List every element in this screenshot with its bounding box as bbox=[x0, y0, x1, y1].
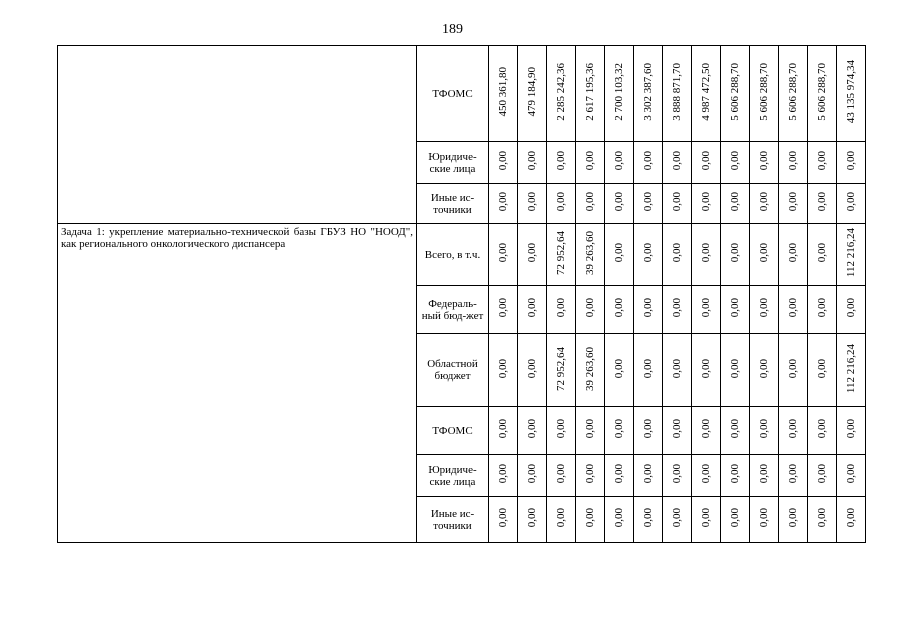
value-text: 0,00 bbox=[729, 419, 741, 439]
value-cell bbox=[576, 142, 605, 184]
funding-source-cell bbox=[417, 497, 489, 543]
value-cell bbox=[779, 184, 808, 224]
value-cell bbox=[750, 455, 779, 497]
funding-source-label: ТФОМС bbox=[432, 424, 473, 437]
value-text: 0,00 bbox=[555, 508, 567, 528]
value-text: 0,00 bbox=[758, 508, 770, 528]
value-cell bbox=[663, 184, 692, 224]
value-text: 0,00 bbox=[845, 151, 857, 171]
value-text: 43 135 974,34 bbox=[845, 60, 857, 124]
value-cell bbox=[547, 184, 576, 224]
budget-table bbox=[57, 45, 866, 543]
value-text: 0,00 bbox=[845, 464, 857, 484]
funding-source-cell bbox=[417, 455, 489, 497]
value-cell bbox=[750, 224, 779, 286]
value-text: 0,00 bbox=[787, 192, 799, 212]
value-cell bbox=[605, 142, 634, 184]
value-cell bbox=[750, 184, 779, 224]
value-cell bbox=[750, 142, 779, 184]
value-cell bbox=[721, 455, 750, 497]
value-cell bbox=[721, 334, 750, 407]
value-cell bbox=[489, 334, 518, 407]
value-cell bbox=[721, 184, 750, 224]
value-cell bbox=[750, 46, 779, 142]
value-text: 0,00 bbox=[584, 192, 596, 212]
value-text: 0,00 bbox=[729, 192, 741, 212]
value-text: 112 216,24 bbox=[845, 228, 857, 278]
value-cell bbox=[576, 334, 605, 407]
funding-source-label: Иные ис-точники bbox=[430, 191, 475, 216]
value-text: 39 263,60 bbox=[584, 346, 596, 391]
value-text: 0,00 bbox=[729, 464, 741, 484]
value-text: 0,00 bbox=[526, 464, 538, 484]
value-text: 0,00 bbox=[816, 151, 828, 171]
value-text: 0,00 bbox=[787, 151, 799, 171]
value-cell bbox=[692, 455, 721, 497]
value-cell bbox=[489, 455, 518, 497]
value-text: 0,00 bbox=[816, 464, 828, 484]
value-text: 0,00 bbox=[584, 419, 596, 439]
value-text: 0,00 bbox=[816, 358, 828, 379]
value-cell bbox=[489, 184, 518, 224]
value-text: 72 952,64 bbox=[555, 231, 567, 275]
value-cell bbox=[576, 224, 605, 286]
value-cell bbox=[779, 407, 808, 455]
value-text: 5 606 288,70 bbox=[729, 63, 741, 121]
value-text: 0,00 bbox=[816, 419, 828, 439]
value-cell bbox=[605, 184, 634, 224]
value-cell bbox=[547, 407, 576, 455]
value-text: 0,00 bbox=[584, 508, 596, 528]
value-cell bbox=[663, 497, 692, 543]
value-cell bbox=[808, 497, 837, 543]
value-cell bbox=[721, 46, 750, 142]
value-cell bbox=[721, 497, 750, 543]
value-text: 0,00 bbox=[787, 419, 799, 439]
value-cell bbox=[808, 455, 837, 497]
value-text: 0,00 bbox=[845, 192, 857, 212]
value-text: 450 361,80 bbox=[497, 67, 509, 117]
value-cell bbox=[605, 455, 634, 497]
value-cell bbox=[663, 455, 692, 497]
funding-source-cell bbox=[417, 286, 489, 334]
value-text: 0,00 bbox=[700, 192, 712, 212]
value-text: 0,00 bbox=[845, 298, 857, 318]
value-cell bbox=[489, 46, 518, 142]
value-text: 0,00 bbox=[613, 243, 625, 263]
value-text: 0,00 bbox=[526, 243, 538, 263]
value-cell bbox=[721, 407, 750, 455]
value-cell bbox=[663, 224, 692, 286]
value-cell bbox=[518, 184, 547, 224]
value-cell bbox=[692, 142, 721, 184]
value-cell bbox=[634, 334, 663, 407]
value-text: 0,00 bbox=[526, 508, 538, 528]
value-text: 0,00 bbox=[758, 298, 770, 318]
value-cell bbox=[750, 334, 779, 407]
value-text: 0,00 bbox=[497, 298, 509, 318]
value-text: 0,00 bbox=[555, 298, 567, 318]
value-cell bbox=[779, 455, 808, 497]
value-cell bbox=[518, 142, 547, 184]
value-cell bbox=[663, 407, 692, 455]
value-cell bbox=[547, 224, 576, 286]
value-cell bbox=[692, 224, 721, 286]
value-text: 0,00 bbox=[671, 298, 683, 318]
value-cell bbox=[605, 497, 634, 543]
value-text: 5 606 288,70 bbox=[816, 63, 828, 121]
value-text: 0,00 bbox=[526, 151, 538, 171]
value-cell bbox=[634, 407, 663, 455]
value-cell bbox=[547, 286, 576, 334]
value-cell bbox=[634, 286, 663, 334]
value-cell bbox=[808, 286, 837, 334]
value-text: 0,00 bbox=[758, 243, 770, 263]
value-cell bbox=[808, 46, 837, 142]
value-text: 0,00 bbox=[497, 192, 509, 212]
value-cell bbox=[721, 286, 750, 334]
value-cell bbox=[837, 142, 866, 184]
value-text: 39 263,60 bbox=[584, 231, 596, 275]
value-text: 0,00 bbox=[816, 508, 828, 528]
funding-source-label: Всего, в т.ч. bbox=[424, 248, 481, 261]
value-text: 0,00 bbox=[497, 358, 509, 379]
value-cell bbox=[663, 46, 692, 142]
value-text: 0,00 bbox=[671, 358, 683, 379]
value-cell bbox=[663, 334, 692, 407]
value-text: 0,00 bbox=[845, 508, 857, 528]
value-text: 0,00 bbox=[642, 508, 654, 528]
task-label: Задача 1: укрепление материально-технической базы ГБУЗ НО "НООД", как регионального онкологического диспансера bbox=[61, 226, 413, 250]
value-text: 0,00 bbox=[758, 192, 770, 212]
value-text: 0,00 bbox=[845, 419, 857, 439]
value-cell bbox=[692, 286, 721, 334]
value-text: 4 987 472,50 bbox=[700, 63, 712, 121]
value-cell bbox=[518, 286, 547, 334]
value-text: 0,00 bbox=[729, 243, 741, 263]
funding-source-label: ТФОМС bbox=[432, 87, 473, 100]
value-cell bbox=[576, 46, 605, 142]
value-cell bbox=[750, 286, 779, 334]
task-cell-empty bbox=[58, 46, 417, 224]
value-cell bbox=[808, 142, 837, 184]
value-text: 0,00 bbox=[613, 464, 625, 484]
value-cell bbox=[692, 184, 721, 224]
value-text: 0,00 bbox=[526, 358, 538, 379]
value-text: 0,00 bbox=[555, 192, 567, 212]
value-cell bbox=[634, 224, 663, 286]
value-cell bbox=[837, 407, 866, 455]
funding-source-label: Юридиче-ские лица bbox=[428, 463, 477, 488]
value-cell bbox=[721, 224, 750, 286]
value-text: 0,00 bbox=[787, 358, 799, 379]
value-text: 0,00 bbox=[526, 192, 538, 212]
value-text: 0,00 bbox=[671, 151, 683, 171]
value-cell bbox=[750, 407, 779, 455]
value-text: 0,00 bbox=[700, 358, 712, 379]
value-text: 5 606 288,70 bbox=[787, 63, 799, 121]
value-cell bbox=[547, 46, 576, 142]
value-text: 0,00 bbox=[758, 419, 770, 439]
value-text: 0,00 bbox=[613, 508, 625, 528]
value-cell bbox=[808, 184, 837, 224]
value-text: 0,00 bbox=[700, 243, 712, 263]
value-text: 0,00 bbox=[497, 419, 509, 439]
value-cell bbox=[605, 334, 634, 407]
funding-source-cell bbox=[417, 407, 489, 455]
value-cell bbox=[779, 497, 808, 543]
table-row bbox=[58, 46, 866, 142]
value-cell bbox=[547, 497, 576, 543]
value-text: 0,00 bbox=[758, 464, 770, 484]
value-text: 0,00 bbox=[613, 192, 625, 212]
value-cell bbox=[663, 142, 692, 184]
value-text: 0,00 bbox=[729, 508, 741, 528]
value-text: 0,00 bbox=[613, 358, 625, 379]
value-text: 0,00 bbox=[642, 298, 654, 318]
value-text: 0,00 bbox=[555, 419, 567, 439]
value-text: 3 888 871,70 bbox=[671, 63, 683, 121]
value-text: 0,00 bbox=[671, 243, 683, 263]
funding-source-label: Федераль-ный бюд-жет bbox=[421, 297, 484, 322]
funding-source-cell bbox=[417, 184, 489, 224]
value-cell bbox=[489, 142, 518, 184]
value-text: 0,00 bbox=[787, 508, 799, 528]
value-cell bbox=[634, 142, 663, 184]
funding-source-cell bbox=[417, 142, 489, 184]
value-text: 0,00 bbox=[729, 358, 741, 379]
value-cell bbox=[489, 224, 518, 286]
value-text: 112 216,24 bbox=[845, 343, 857, 394]
funding-source-cell bbox=[417, 224, 489, 286]
value-text: 0,00 bbox=[497, 508, 509, 528]
value-text: 0,00 bbox=[758, 358, 770, 379]
value-cell bbox=[808, 334, 837, 407]
value-text: 0,00 bbox=[613, 151, 625, 171]
value-cell bbox=[518, 497, 547, 543]
value-text: 0,00 bbox=[584, 151, 596, 171]
value-cell bbox=[779, 334, 808, 407]
value-text: 0,00 bbox=[787, 243, 799, 263]
value-text: 0,00 bbox=[497, 464, 509, 484]
value-cell bbox=[634, 497, 663, 543]
value-text: 0,00 bbox=[613, 419, 625, 439]
value-cell bbox=[721, 142, 750, 184]
value-text: 479 184,90 bbox=[526, 67, 538, 117]
value-text: 2 617 195,36 bbox=[584, 63, 596, 121]
value-text: 0,00 bbox=[642, 358, 654, 379]
value-text: 0,00 bbox=[816, 192, 828, 212]
value-text: 0,00 bbox=[671, 464, 683, 484]
value-text: 0,00 bbox=[700, 464, 712, 484]
value-cell bbox=[692, 334, 721, 407]
value-text: 0,00 bbox=[613, 298, 625, 318]
value-cell bbox=[808, 407, 837, 455]
value-text: 0,00 bbox=[671, 419, 683, 439]
task-cell bbox=[58, 224, 417, 543]
value-text: 2 285 242,36 bbox=[555, 63, 567, 121]
funding-source-cell bbox=[417, 334, 489, 407]
value-text: 0,00 bbox=[555, 151, 567, 171]
funding-source-label: Областной бюджет bbox=[427, 358, 478, 382]
value-text: 0,00 bbox=[700, 298, 712, 318]
value-cell bbox=[518, 455, 547, 497]
value-cell bbox=[489, 497, 518, 543]
value-cell bbox=[605, 224, 634, 286]
value-text: 0,00 bbox=[584, 298, 596, 318]
value-cell bbox=[779, 224, 808, 286]
value-text: 72 952,64 bbox=[555, 346, 567, 391]
value-cell bbox=[837, 46, 866, 142]
value-cell bbox=[663, 286, 692, 334]
value-cell bbox=[576, 286, 605, 334]
value-cell bbox=[692, 46, 721, 142]
value-cell bbox=[547, 455, 576, 497]
value-cell bbox=[837, 184, 866, 224]
value-text: 0,00 bbox=[758, 151, 770, 171]
value-text: 0,00 bbox=[729, 151, 741, 171]
value-cell bbox=[518, 407, 547, 455]
value-text: 0,00 bbox=[497, 151, 509, 171]
value-text: 0,00 bbox=[816, 298, 828, 318]
value-cell bbox=[837, 455, 866, 497]
value-cell bbox=[634, 184, 663, 224]
value-cell bbox=[576, 497, 605, 543]
value-cell bbox=[547, 142, 576, 184]
value-cell bbox=[634, 46, 663, 142]
value-cell bbox=[605, 407, 634, 455]
value-text: 0,00 bbox=[497, 243, 509, 263]
value-text: 0,00 bbox=[642, 151, 654, 171]
value-text: 0,00 bbox=[642, 464, 654, 484]
value-cell bbox=[518, 224, 547, 286]
value-cell bbox=[837, 286, 866, 334]
value-text: 0,00 bbox=[729, 298, 741, 318]
value-text: 0,00 bbox=[526, 419, 538, 439]
value-text: 5 606 288,70 bbox=[758, 63, 770, 121]
value-text: 0,00 bbox=[816, 243, 828, 263]
value-cell bbox=[634, 455, 663, 497]
value-cell bbox=[518, 334, 547, 407]
value-cell bbox=[692, 497, 721, 543]
funding-source-label: Юридиче-ские лица bbox=[428, 150, 477, 175]
value-cell bbox=[576, 407, 605, 455]
value-text: 0,00 bbox=[642, 419, 654, 439]
value-cell bbox=[605, 46, 634, 142]
value-cell bbox=[837, 497, 866, 543]
value-text: 0,00 bbox=[526, 298, 538, 318]
value-text: 0,00 bbox=[700, 508, 712, 528]
value-text: 3 302 387,60 bbox=[642, 63, 654, 121]
funding-source-label: Иные ис-точники bbox=[430, 507, 475, 532]
value-cell bbox=[779, 46, 808, 142]
value-cell bbox=[605, 286, 634, 334]
value-cell bbox=[518, 46, 547, 142]
value-text: 0,00 bbox=[700, 419, 712, 439]
funding-source-cell bbox=[417, 46, 489, 142]
value-cell bbox=[837, 224, 866, 286]
value-cell bbox=[750, 497, 779, 543]
value-text: 0,00 bbox=[700, 151, 712, 171]
value-text: 0,00 bbox=[787, 298, 799, 318]
value-cell bbox=[692, 407, 721, 455]
table-row bbox=[58, 224, 866, 286]
value-cell bbox=[489, 286, 518, 334]
value-text: 0,00 bbox=[642, 243, 654, 263]
value-text: 0,00 bbox=[671, 508, 683, 528]
value-text: 0,00 bbox=[642, 192, 654, 212]
value-cell bbox=[547, 334, 576, 407]
value-cell bbox=[808, 224, 837, 286]
value-text: 0,00 bbox=[671, 192, 683, 212]
value-text: 0,00 bbox=[787, 464, 799, 484]
value-cell bbox=[489, 407, 518, 455]
value-text: 0,00 bbox=[555, 464, 567, 484]
value-cell bbox=[576, 184, 605, 224]
value-cell bbox=[837, 334, 866, 407]
value-text: 2 700 103,32 bbox=[613, 63, 625, 121]
value-cell bbox=[779, 142, 808, 184]
value-cell bbox=[779, 286, 808, 334]
page-number: 189 bbox=[442, 22, 463, 37]
value-text: 0,00 bbox=[584, 464, 596, 484]
value-cell bbox=[576, 455, 605, 497]
